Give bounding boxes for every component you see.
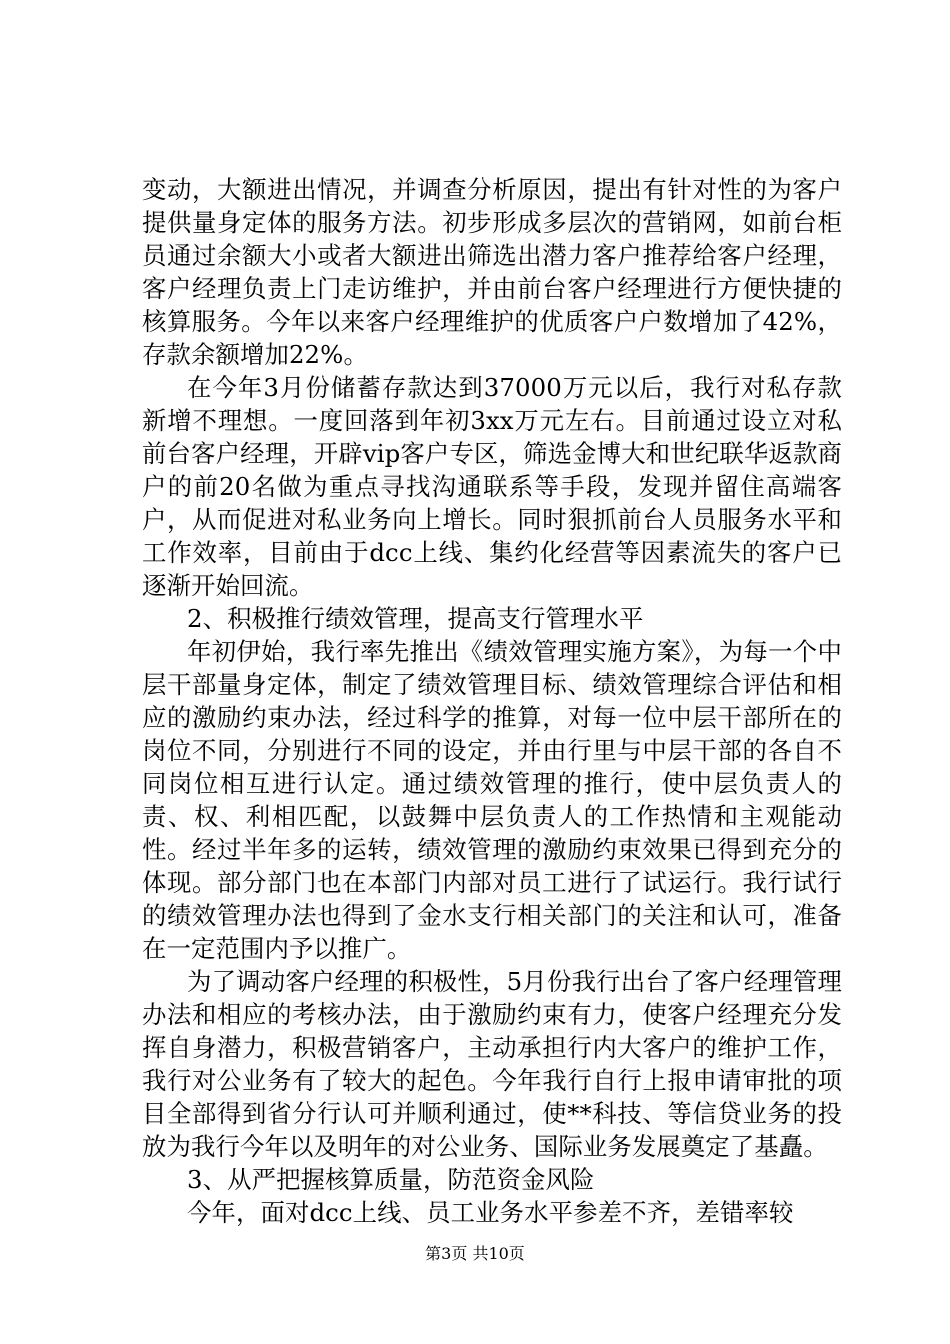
page-number-footer: 第3页 共10页 [425, 1244, 525, 1263]
paragraph-1: 变动，大额进出情况，并调查分析原因，提出有针对性的为客户提供量身定体的服务方法。初步形成多层次的营销网，如前台柜员通过余额大小或者大额进出筛选出潜力客户推荐给客户经理，客户经理负责上门走访维护，并由前台客户经理进行方便快捷的核算服务。今年以来客户经理维护的优质客户户数增加了42%，存款余额增加22%。 [142, 175, 842, 369]
paragraph-3: 年初伊始，我行率先推出《绩效管理实施方案》，为每一个中层干部量身定体，制定了绩效管理目标、绩效管理综合评估和相应的激励约束办法，经过科学的推算，对每一位中层干部所在的岗位不同，分别进行不同的设定，并由行里与中层干部的各自不同岗位相互进行认定。通过绩效管理的推行，使中层负责人的责、权、利相匹配，以鼓舞中层负责人的工作热情和主观能动性。经过半年多的运转，绩效管理的激励约束效果已得到充分的体现。部分部门也在本部门内部对员工进行了试运行。我行试行的绩效管理办法也得到了金水支行相关部门的关注和认可，准备在一定范围内予以推广。 [142, 637, 842, 963]
section-heading-2: 2、积极推行绩效管理，提高支行管理水平 [187, 604, 644, 633]
paragraph-5: 今年，面对dcc上线、员工业务水平参差不齐，差错率较 [187, 1198, 794, 1227]
paragraph-2: 在今年3月份储蓄存款达到37000万元以后，我行对私存款新增不理想。一度回落到年初3xx万元左右。目前通过设立对私前台客户经理，开辟vip客户专区，筛选金博大和世纪联华返款商户的前20名做为重点寻找沟通联系等手段，发现并留住高端客户，从而促进对私业务向上增长。同时狠抓前台人员服务水平和工作效率，目前由于dcc上线、集约化经营等因素流失的客户已逐渐开始回流。 [142, 373, 842, 600]
paragraph-4: 为了调动客户经理的积极性，5月份我行出台了客户经理管理办法和相应的考核办法，由于激励约束有力，使客户经理充分发挥自身潜力，积极营销客户，主动承担行内大客户的维护工作，我行对公业务有了较大的起色。今年我行自行上报申请审批的项目全部得到省分行认可并顺利通过，使**科技、等信贷业务的投放为我行今年以及明年的对公业务、国际业务发展奠定了基矗。 [142, 967, 842, 1161]
section-heading-3: 3、从严把握核算质量，防范资金风险 [187, 1165, 595, 1194]
document-body [142, 173, 842, 1229]
